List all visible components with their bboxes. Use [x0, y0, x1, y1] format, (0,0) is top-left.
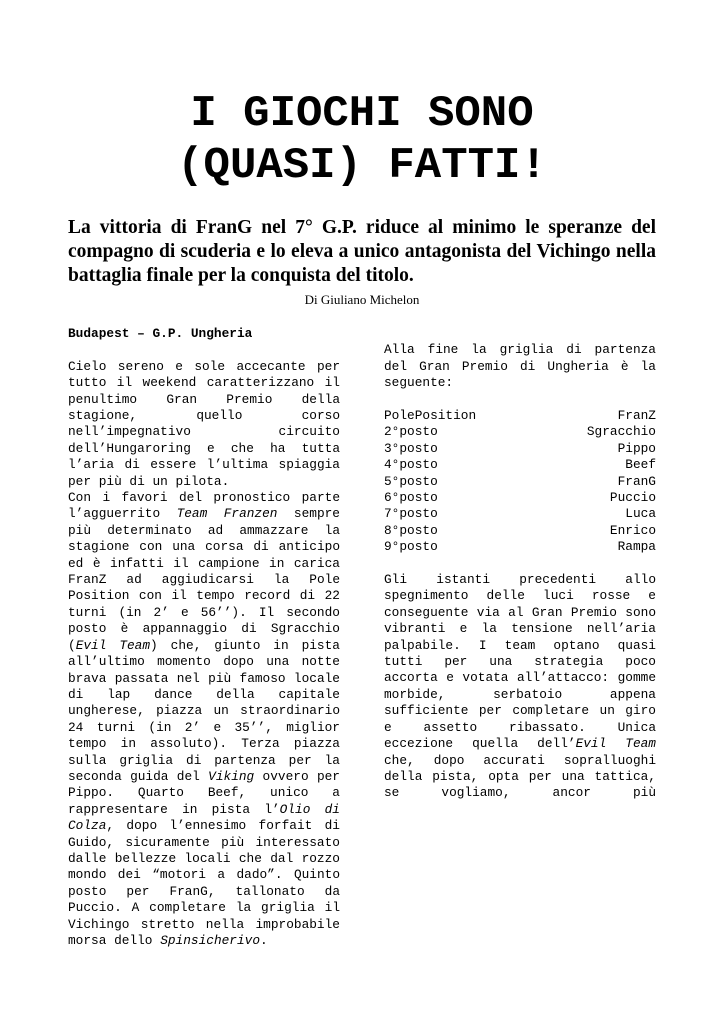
- team-name: [106, 638, 119, 653]
- team-name: Franzen: [223, 506, 278, 522]
- team-name: [207, 506, 223, 521]
- team-name: Evil: [75, 637, 107, 653]
- title-line-1: I GIOCHI SONO: [190, 89, 534, 139]
- grid-row: [384, 490, 656, 506]
- starting-grid: [384, 408, 656, 556]
- grid-row: [384, 408, 656, 424]
- grid-position: 4°posto: [384, 457, 438, 473]
- grid-driver: FranG: [617, 473, 656, 489]
- grid-row: [384, 506, 656, 522]
- left-column: [68, 326, 340, 949]
- grid-driver: Beef: [625, 457, 656, 473]
- grid-row: [384, 523, 656, 539]
- grid-row: [384, 457, 656, 473]
- article-byline: Di Giuliano Michelon: [304, 292, 420, 307]
- paragraph-2: Con i favori del pronostico parte l’agguerrito Team Franzen sempre più determinato ad ammazzare la stagione con una corsa di anticipo ed è infatti il campione in carica FranZ ad aggiudicarsi la Pole Position con il tempo record di 22 turni (in 2’ e 56’’). Il secondo posto è appannaggio di Sgracchio (Evil Team) che, giunto in pista all’ultimo momento dopo una notte brava passata nel più famoso locale di lap dance della capitale ungherese, piazza un straordinario 24 turni (in 2’ e 35’’, miglior tempo in assoluto). Terza piazza sulla griglia di partenza per la seconda guida del Viking ovvero per Pippo. Quarto Beef, unico a rappresentare in pista l’Olio di Colza, dopo l’ennesimo forfait di Guido, sicuramente più interessato dalle bellezze locali che dal rozzo mondo dei “motori a dado”. Quinto posto per FranG, tallonato da Puccio. A completare la griglia il Vichingo stretto nella improbabile morsa dello Spinsicherivo.: [68, 490, 341, 949]
- team-name: Team: [176, 506, 208, 522]
- grid-position: 3°posto: [384, 440, 438, 456]
- grid-position: 7°posto: [384, 506, 438, 522]
- article-title: [40, 88, 684, 192]
- grid-driver: FranZ: [617, 408, 656, 423]
- grid-driver: Rampa: [617, 539, 656, 555]
- title-line-2: (QUASI) FATTI!: [177, 141, 547, 191]
- grid-driver: Enrico: [609, 522, 656, 538]
- team-name: Colza: [68, 818, 107, 834]
- grid-row: [384, 474, 656, 490]
- grid-driver: Pippo: [617, 440, 656, 456]
- team-name: Spinsicherivo: [160, 933, 261, 949]
- grid-driver: Luca: [625, 506, 656, 522]
- grid-position: 2°posto: [384, 424, 438, 440]
- right-column: [384, 326, 656, 802]
- team-name: Team: [119, 637, 151, 653]
- team-name: di: [324, 801, 340, 817]
- grid-row: [384, 539, 656, 555]
- paragraph-1: Cielo sereno e sole accecante per tutto il weekend caratterizzano il penultimo Gran Premio della stagione, quello corso nell’impegnativo circuito dell’Hungaroring e che ha tutta l’aria di essere l’ultima spiaggia per più di un pilota.: [68, 358, 340, 489]
- grid-position: PolePosition: [384, 408, 477, 423]
- dateline: Budapest – G.P. Ungheria: [68, 326, 253, 341]
- team-name: Evil Team: [575, 736, 656, 752]
- grid-position: 9°posto: [384, 539, 438, 555]
- team-name: Viking: [208, 768, 255, 784]
- team-name: Olio: [279, 801, 311, 817]
- grid-driver: Sgracchio: [586, 424, 656, 440]
- paragraph-4: Gli istanti precedenti allo spegnimento delle luci rosse e conseguente via al Gran Premio sono vibranti e la tensione nell’aria palpabile. I team optano quasi tutti per una strategia poco accorta e votata all’attacco: gomme morbide, serbatoio appena sufficiente per completare un giro e assetto ribassato. Unica eccezione quella dell’Evil Team che, dopo accurati sopralluoghi della pista, opta per una tattica, se vogliamo, ancor più: [384, 572, 656, 801]
- grid-position: 6°posto: [384, 490, 438, 506]
- paragraph-3: Alla fine la griglia di partenza del Gran Premio di Ungheria è la seguente:: [384, 342, 656, 391]
- grid-position: 8°posto: [384, 522, 438, 538]
- grid-row: [384, 424, 656, 440]
- grid-position: 5°posto: [384, 473, 438, 489]
- grid-row: [384, 441, 656, 457]
- article-subtitle: La vittoria di FranG nel 7° G.P. riduce al minimo le speranze del compagno di scuderia e lo eleva a unico antagonista del Vichingo nella battaglia finale per la conquista del titolo.: [68, 217, 656, 286]
- team-name: [310, 802, 324, 817]
- grid-driver: Puccio: [609, 490, 656, 506]
